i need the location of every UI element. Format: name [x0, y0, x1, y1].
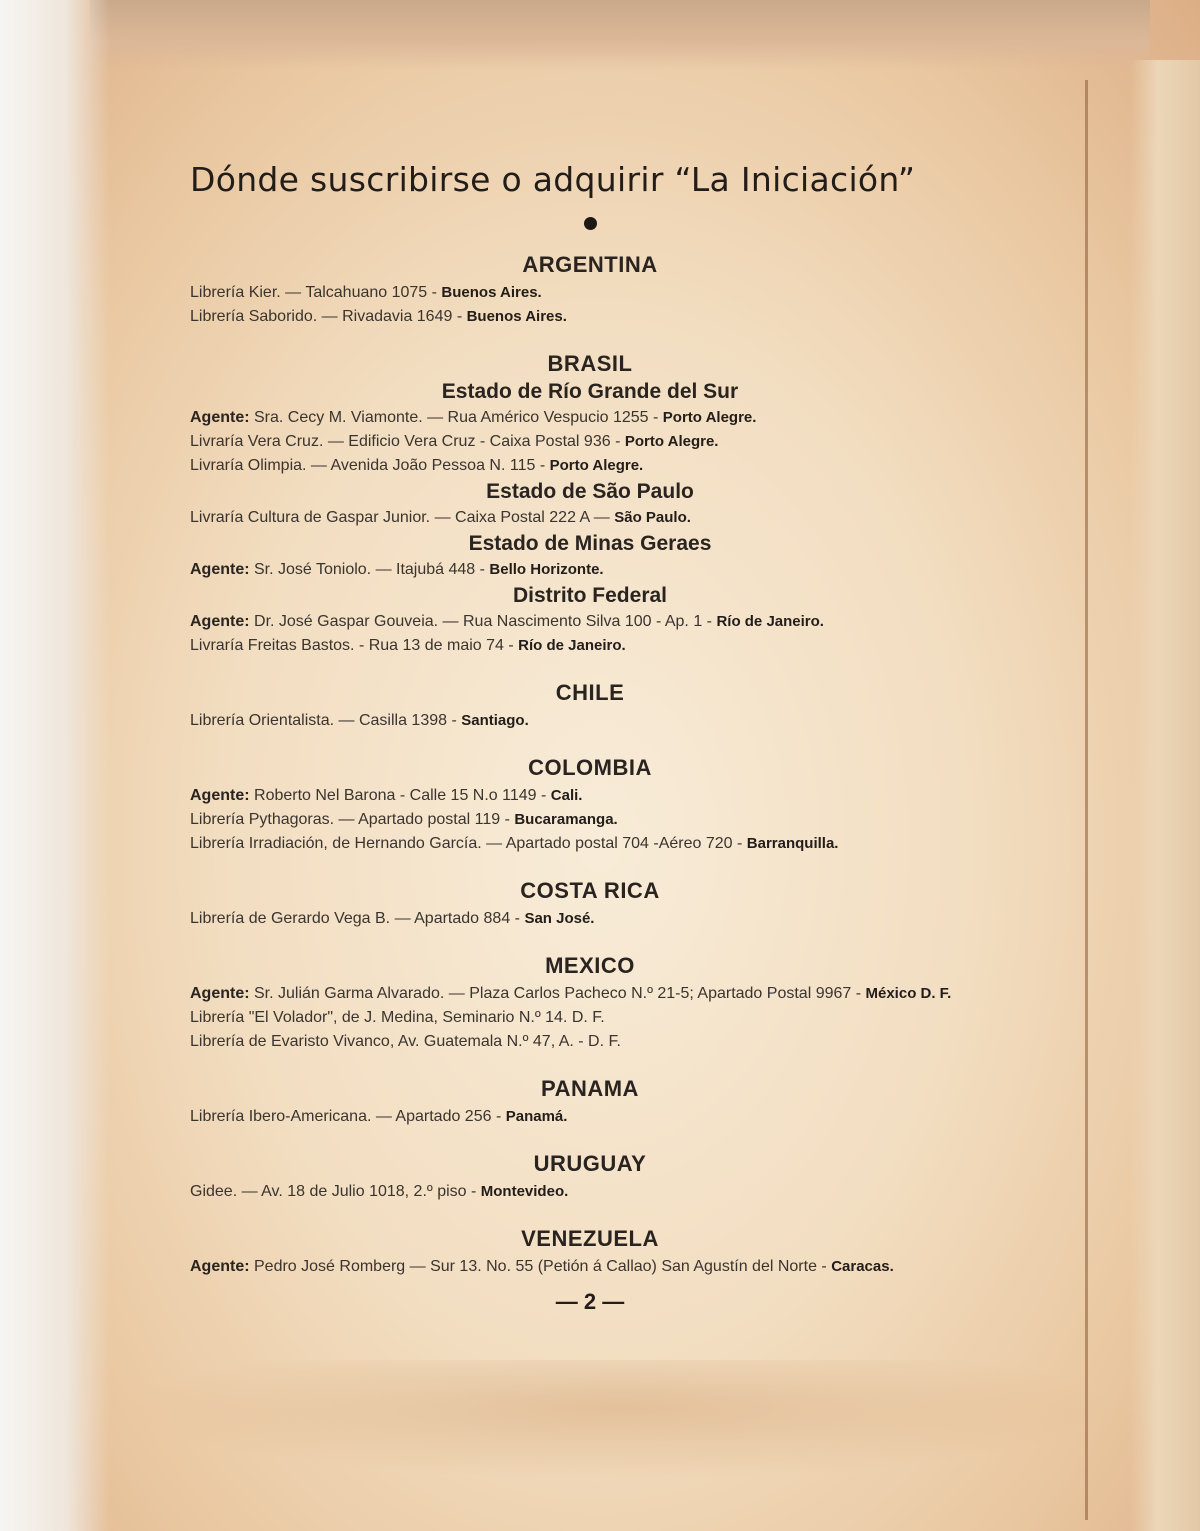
entry-text: Livraría Freitas Bastos. - Rua 13 de maio 74 -	[190, 637, 519, 654]
list-item	[190, 406, 990, 430]
document-content	[190, 160, 990, 1315]
entry-text: Librería Saborido. — Rivadavia 1649 -	[190, 308, 467, 325]
sections-list	[190, 252, 990, 1279]
country-heading: URUGUAY	[533, 1151, 647, 1176]
country-heading: VENEZUELA	[521, 1226, 659, 1251]
region-heading: Estado de Minas Geraes	[468, 532, 712, 555]
country-heading: BRASIL	[547, 351, 633, 376]
list-item	[190, 634, 990, 658]
entry-city: Río de Janeiro.	[716, 613, 824, 630]
country-heading: COLOMBIA	[528, 755, 652, 780]
country-heading: CHILE	[555, 680, 625, 705]
list-item	[190, 1255, 990, 1279]
entry-text: Librería Orientalista. — Casilla 1398 -	[190, 712, 462, 729]
page-number: — 2 —	[555, 1289, 625, 1314]
entry-text: Librería de Gerardo Vega B. — Apartado 884 -	[190, 910, 525, 927]
entry-city: Porto Alegre.	[624, 433, 719, 450]
agent-label: Agente:	[190, 409, 250, 426]
entry-text: Sra. Cecy M. Viamonte. — Rua Américo Vespucio 1255 -	[249, 409, 663, 426]
entry-text: Sr. Julián Garma Alvarado. — Plaza Carlos Pacheco N.º 21-5; Apartado Postal 9967 -	[249, 985, 866, 1002]
list-item	[190, 610, 990, 634]
country-heading: COSTA RICA	[520, 878, 660, 903]
entry-text: Livraría Vera Cruz. — Edificio Vera Cruz - Caixa Postal 936 -	[190, 433, 625, 450]
agent-label: Agente:	[190, 613, 250, 630]
list-item	[190, 1180, 990, 1204]
entry-city: Buenos Aires.	[441, 284, 542, 301]
entry-city: Panamá.	[505, 1108, 568, 1125]
region-heading: Distrito Federal	[512, 584, 668, 607]
paper-edge-top	[90, 0, 1150, 70]
list-item	[190, 709, 990, 733]
paper-edge-left	[0, 0, 110, 1531]
entry-text: Librería Irradiación, de Hernando García. — Apartado postal 704 -Aéreo 720 -	[190, 835, 747, 852]
entry-text: Librería de Evaristo Vivanco, Av. Guatemala N.º 47, A. - D. F.	[190, 1033, 621, 1050]
agent-label: Agente:	[190, 1258, 250, 1275]
entry-city: Barranquilla.	[746, 835, 839, 852]
entry-city: Porto Alegre.	[549, 457, 644, 474]
list-item	[190, 907, 990, 931]
list-item	[190, 430, 990, 454]
list-item	[190, 1105, 990, 1129]
agent-label: Agente:	[190, 561, 250, 578]
region-heading: Estado de São Paulo	[486, 480, 694, 503]
country-heading: MEXICO	[545, 953, 635, 978]
list-item	[190, 784, 990, 808]
entry-city: Porto Alegre.	[662, 409, 757, 426]
paper-stain	[120, 1360, 1120, 1480]
entry-text: Pedro José Romberg — Sur 13. No. 55 (Petión á Callao) San Agustín del Norte -	[249, 1258, 832, 1275]
page-title: Dónde suscribirse o adquirir “La Iniciación”	[190, 160, 916, 199]
entry-city: Bucaramanga.	[514, 811, 618, 828]
list-item	[190, 454, 990, 478]
country-heading: ARGENTINA	[522, 252, 658, 277]
entry-city: Cali.	[550, 787, 583, 804]
region-heading: Estado de Río Grande del Sur	[441, 380, 739, 403]
entry-text: Librería Pythagoras. — Apartado postal 119 -	[190, 811, 515, 828]
paper-edge-right	[1130, 60, 1200, 1531]
bullet-ornament	[584, 217, 597, 230]
entry-city: Buenos Aires.	[466, 308, 567, 325]
country-heading: PANAMA	[541, 1076, 639, 1101]
entry-city: México D. F.	[865, 985, 952, 1002]
entry-text: Gidee. — Av. 18 de Julio 1018, 2.º piso -	[190, 1183, 481, 1200]
entry-text: Librería Ibero-Americana. — Apartado 256 -	[190, 1108, 506, 1125]
entry-text: Dr. José Gaspar Gouveia. — Rua Nascimento Silva 100 - Ap. 1 -	[249, 613, 717, 630]
entry-text: Livraría Cultura de Gaspar Junior. — Caixa Postal 222 A —	[190, 509, 615, 526]
agent-label: Agente:	[190, 787, 250, 804]
entry-city: San José.	[524, 910, 595, 927]
entry-city: Río de Janeiro.	[518, 637, 626, 654]
list-item	[190, 1030, 990, 1054]
entry-city: Montevideo.	[480, 1183, 569, 1200]
entry-text: Roberto Nel Barona - Calle 15 N.o 1149 -	[249, 787, 551, 804]
entry-city: Caracas.	[831, 1258, 894, 1275]
list-item	[190, 281, 990, 305]
entry-text: Livraría Olimpia. — Avenida João Pessoa N. 115 -	[190, 457, 550, 474]
list-item	[190, 832, 990, 856]
entry-city: São Paulo.	[614, 509, 691, 526]
list-item	[190, 808, 990, 832]
entry-text: Librería Kier. — Talcahuano 1075 -	[190, 284, 442, 301]
list-item	[190, 305, 990, 329]
binding-line	[1085, 80, 1088, 1520]
entry-text: Sr. José Toniolo. — Itajubá 448 -	[249, 561, 490, 578]
entry-city: Santiago.	[461, 712, 529, 729]
entry-city: Bello Horizonte.	[489, 561, 604, 578]
list-item	[190, 1006, 990, 1030]
agent-label: Agente:	[190, 985, 250, 1002]
list-item	[190, 982, 990, 1006]
entry-text: Librería "El Volador", de J. Medina, Seminario N.º 14. D. F.	[190, 1009, 605, 1026]
list-item	[190, 506, 990, 530]
list-item	[190, 558, 990, 582]
